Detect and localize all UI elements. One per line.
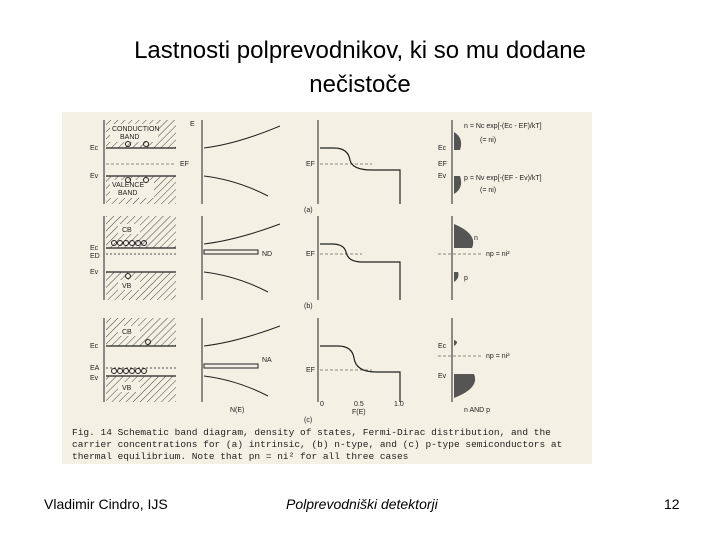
acceptor-hole <box>142 369 147 374</box>
p-label-b: p <box>464 275 468 282</box>
valence-band-b <box>106 272 176 300</box>
fe-axis-label: F(E) <box>352 409 366 416</box>
caption-line-3: thermal equilibrium. Note that pn = ni² for all three cases <box>72 451 409 462</box>
caption-line-2: carrier concentrations for (a) intrinsic, (b) n-type, and (c) p-type semiconductors at <box>72 439 563 450</box>
ne-axis-label: N(E) <box>230 407 245 414</box>
slide-title <box>0 34 720 102</box>
electron-density-a <box>454 132 461 150</box>
panel-c <box>90 318 510 424</box>
vb-label-b: VB <box>122 283 132 290</box>
ec-label-c: Ec <box>90 343 99 350</box>
carrier-ef-label-a: EF <box>438 161 447 168</box>
cb-label-c: CB <box>122 329 132 336</box>
carrier-ec-label-a: Ec <box>438 145 447 152</box>
nd-label: ND <box>262 251 273 258</box>
fd-curve-b <box>320 244 400 300</box>
dos-energy-label-a: E <box>190 121 195 128</box>
panel-label-b: (b) <box>304 303 313 310</box>
ef-label-a: EF <box>180 161 189 168</box>
ec-label-a: Ec <box>90 145 99 152</box>
panel-label-c: (c) <box>304 417 313 424</box>
fd-ef-label-a: EF <box>306 161 315 168</box>
dos-cb-curve-b <box>204 224 280 244</box>
dos-vb-curve-b <box>204 272 268 292</box>
conduction-band-label: CONDUCTION <box>112 126 160 133</box>
vb-label-c: VB <box>122 385 132 392</box>
panel-label-a: (a) <box>304 207 313 214</box>
acceptor-level-bar-c <box>204 364 258 368</box>
acceptor-hole <box>130 369 135 374</box>
cb-label-b: CB <box>122 227 132 234</box>
conduction-band-label-2: BAND <box>120 134 140 141</box>
ed-label-b: ED <box>90 253 100 260</box>
valence-band-c <box>106 376 176 402</box>
f-tick-05: 0.5 <box>354 401 364 408</box>
acceptor-hole <box>124 369 129 374</box>
f-tick-1: 1.0 <box>394 401 404 408</box>
carrier-ev-label-a: Ev <box>438 173 447 180</box>
acceptor-hole <box>118 369 123 374</box>
np-label-c: np = ni² <box>486 353 510 360</box>
ea-label-c: EA <box>90 365 100 372</box>
dos-vb-curve-c <box>204 376 268 396</box>
dos-vb-curve-a <box>204 176 268 196</box>
panel-a <box>90 120 542 214</box>
valence-band-label: VALENCE <box>112 182 145 189</box>
footer-course: Polprevodniški detektorji <box>286 496 438 512</box>
dos-cb-curve-a <box>204 126 280 148</box>
dos-cb-curve-c <box>204 326 280 346</box>
footer-author: Vladimir Cindro, IJS <box>44 496 168 512</box>
valence-band-label-2: BAND <box>118 190 138 197</box>
f-tick-0: 0 <box>320 401 324 408</box>
title-line-2: nečistoče <box>309 71 411 98</box>
ev-label-b: Ev <box>90 269 99 276</box>
n-and-p-axis-label: n AND p <box>464 407 491 414</box>
band-diagram-figure <box>62 112 592 464</box>
electron-density-b <box>454 224 473 248</box>
electron-density-c <box>454 340 457 346</box>
fd-ef-label-b: EF <box>306 251 315 258</box>
n-label-b: n <box>474 235 478 242</box>
fd-curve-c <box>320 346 400 402</box>
acceptor-holes-c <box>112 369 147 374</box>
panel-b <box>90 216 510 310</box>
fd-ef-label-c: EF <box>306 367 315 374</box>
conduction-band-c <box>106 318 176 346</box>
hole-density-a <box>454 176 461 194</box>
formula-ni-1: (= ni) <box>480 137 497 144</box>
acceptor-hole <box>112 369 117 374</box>
formula-p: p = Nv exp[-(EF - Ev)/kT] <box>464 175 542 182</box>
fd-curve-a <box>320 148 400 204</box>
np-label-b: np = ni² <box>486 251 510 258</box>
formula-ni-2: (= ni) <box>480 187 497 194</box>
formula-n: n = Nc exp[-(Ec - EF)/kT] <box>464 123 542 130</box>
na-label: NA <box>262 357 272 364</box>
caption-line-1: Fig. 14 Schematic band diagram, density of states, Fermi-Dirac distribution, and the <box>72 427 551 438</box>
hole-density-b <box>454 272 459 282</box>
ev-label-c: Ev <box>90 375 99 382</box>
donor-level-bar-b <box>204 250 258 254</box>
carrier-ec-label-c: Ec <box>438 343 447 350</box>
acceptor-hole <box>136 369 141 374</box>
title-line-1: Lastnosti polprevodnikov, ki so mu dodane <box>134 37 586 64</box>
footer-page-number: 12 <box>664 496 680 512</box>
ev-label-a: Ev <box>90 173 99 180</box>
band-diagram-svg <box>62 112 592 464</box>
carrier-ev-label-c: Ev <box>438 373 447 380</box>
hole-density-c <box>454 374 475 398</box>
ec-label-b: Ec <box>90 245 99 252</box>
